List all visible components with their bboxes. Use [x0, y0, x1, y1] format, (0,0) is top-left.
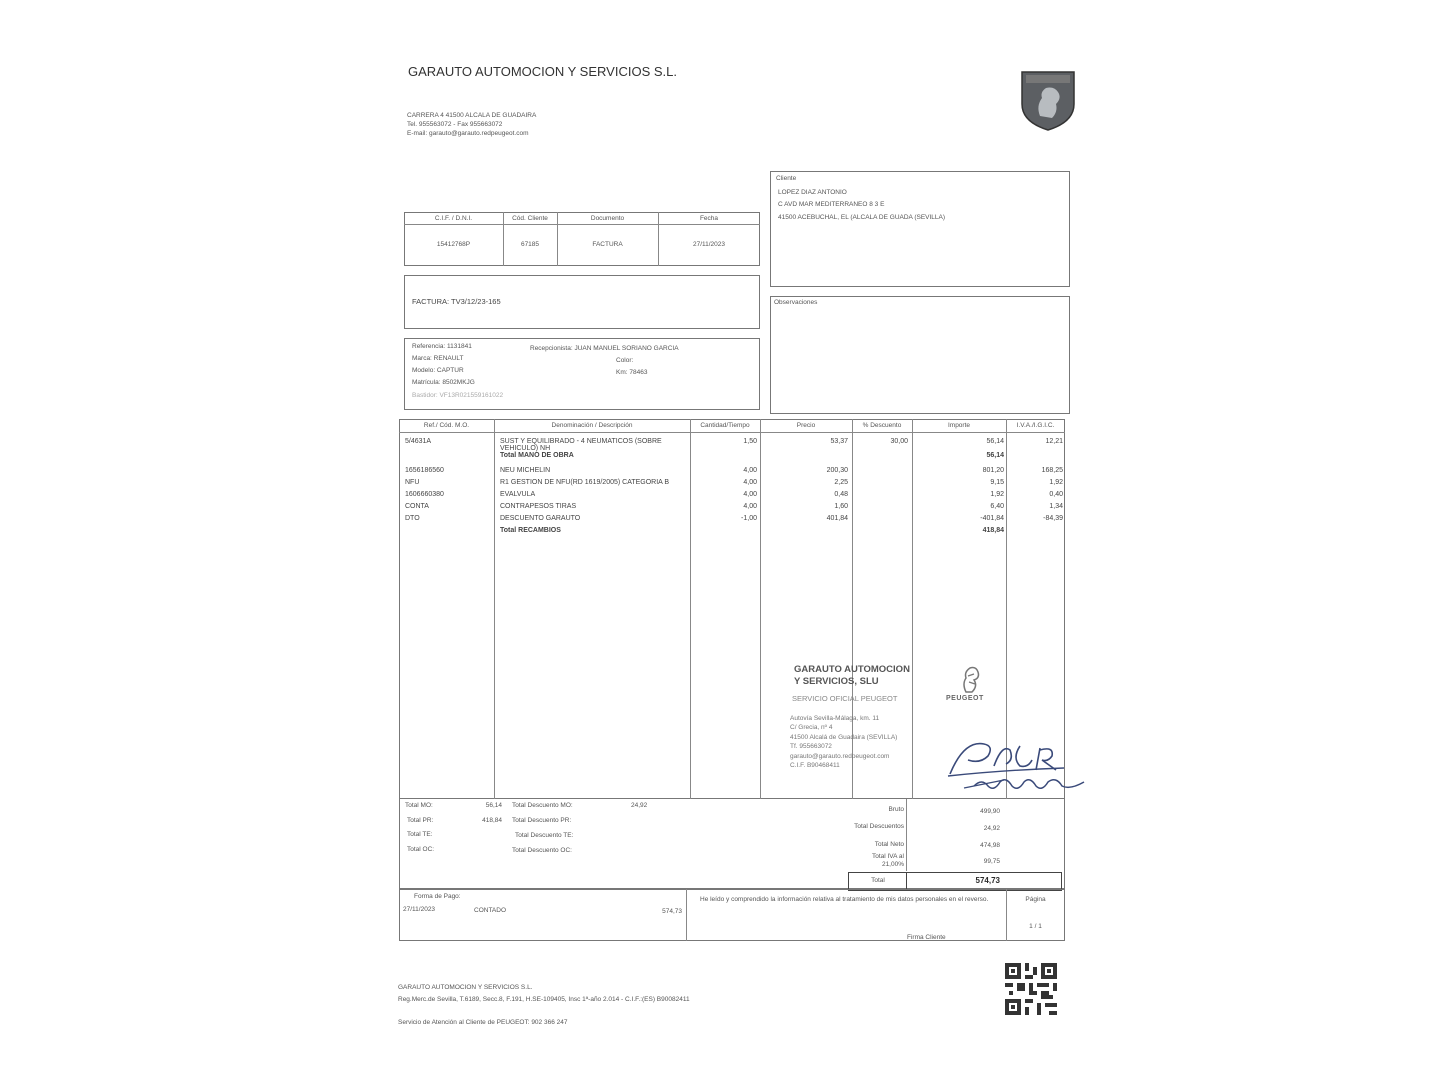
net-value: 474,98 — [980, 842, 1000, 849]
line-qty-cell: -1,00 — [741, 515, 757, 522]
line-price-cell: 53,37 — [830, 438, 848, 445]
vehicle-vin: Bastidor: VF13R021559161022 — [412, 392, 504, 399]
page-value: 1 / 1 — [1029, 923, 1042, 930]
line-amount-cell: 418,84 — [982, 527, 1004, 534]
line-qty-cell: 4,00 — [743, 503, 757, 510]
line-iva-cell: 1,92 — [1049, 479, 1063, 486]
company-address: CARRERA 4 41500 ALCALA DE GUADAIRA — [407, 112, 537, 119]
vehicle-receptionist: Recepcionista: JUAN MANUEL SORIANO GARCIA — [530, 345, 679, 352]
line-price-cell: 1,60 — [834, 503, 848, 510]
desc-te-label: Total Descuento TE: — [515, 832, 574, 839]
col-amount-header: Importe — [947, 422, 971, 429]
stamp-brand: PEUGEOT — [946, 695, 984, 702]
client-name: LOPEZ DIAZ ANTONIO — [778, 189, 847, 196]
line-ref-cell: CONTA — [405, 503, 429, 510]
vehicle-km: Km: 78463 — [616, 369, 648, 376]
header-client-code: Cód. Cliente — [512, 215, 548, 222]
desc-mo-value: 24,92 — [631, 802, 648, 809]
page-label: Página — [1025, 896, 1046, 903]
value-cif: 15412768P — [436, 241, 471, 248]
line-desc-cell: SUST Y EQUILIBRADO - 4 NEUMATICOS (SOBRE — [500, 438, 662, 445]
line-price-cell: 401,84 — [826, 515, 848, 522]
company-email: E-mail: garauto@garauto.redpeugeot.com — [407, 130, 529, 137]
desc-oc-label: Total Descuento OC: — [512, 847, 572, 854]
observations-box — [770, 296, 1070, 414]
footer-service: Servicio de Atención al Cliente de PEUGEOT: 902 366 247 — [398, 1019, 568, 1026]
peugeot-lion-icon — [956, 664, 984, 694]
total-mo-value: 56,14 — [485, 802, 502, 809]
header-cif: C.I.F. / D.N.I. — [434, 215, 473, 222]
col-ref-header: Ref./ Cód. M.O. — [423, 422, 470, 429]
client-label: Cliente — [776, 175, 797, 182]
grand-total-value: 574,73 — [975, 876, 1000, 885]
line-amount-cell: 6,40 — [990, 503, 1004, 510]
iva-value: 99,75 — [983, 858, 1000, 865]
line-amount-cell: 9,15 — [990, 479, 1004, 486]
header-date: Fecha — [699, 215, 719, 222]
stamp-line9: C.I.F. B90468411 — [790, 762, 840, 769]
line-desc-cell: Total MANO DE OBRA — [500, 452, 574, 459]
line-price-cell: 0,48 — [834, 491, 848, 498]
line-ref-cell: 5/4631A — [405, 438, 432, 445]
line-qty-cell: 4,00 — [743, 467, 757, 474]
stamp-line6: 41500 Alcalá de Guadaira (SEVILLA) — [790, 734, 898, 741]
line-ref-cell: 1656186560 — [405, 467, 444, 474]
payment-method: CONTADO — [474, 907, 507, 914]
line-ref-cell: DTO — [405, 515, 420, 522]
value-client-code: 67185 — [520, 241, 540, 248]
observations-label: Observaciones — [774, 299, 818, 306]
payment-date: 27/11/2023 — [403, 906, 436, 913]
line-amount-cell: 1,92 — [990, 491, 1004, 498]
desc-mo-label: Total Descuento MO: — [512, 802, 573, 809]
invoice-number: FACTURA: TV3/12/23-165 — [412, 297, 501, 306]
company-name: GARAUTO AUTOMOCION Y SERVICIOS S.L. — [408, 64, 677, 79]
bruto-value: 499,90 — [980, 808, 1000, 815]
discounts-value: 24,92 — [983, 825, 1000, 832]
line-desc-cell: VEHICULO) NH — [500, 445, 551, 452]
desc-pr-label: Total Descuento PR: — [512, 817, 572, 824]
col-qty-header: Cantidad/Tiempo — [700, 422, 750, 429]
qr-code-icon — [1005, 963, 1057, 1015]
payment-amount: 574,73 — [662, 908, 682, 915]
net-label: Total Neto — [874, 841, 904, 848]
vehicle-brand: Marca: RENAULT — [412, 355, 464, 362]
footer-company: GARAUTO AUTOMOCION Y SERVICIOS S.L. — [398, 984, 533, 991]
col-iva-header: I.V.A./I.G.I.C. — [1016, 422, 1055, 429]
bruto-label: Bruto — [888, 806, 904, 813]
total-mo-label: Total MO: — [405, 802, 433, 809]
value-document: FACTURA — [592, 241, 623, 248]
payment-label: Forma de Pago: — [414, 893, 461, 900]
vehicle-model: Modelo: CAPTUR — [412, 367, 464, 374]
stamp-line7: Tf. 955663072 — [790, 743, 832, 750]
line-qty-cell: 4,00 — [743, 491, 757, 498]
total-oc-label: Total OC: — [407, 846, 435, 853]
handwritten-signature — [944, 730, 1096, 800]
line-price-cell: 200,30 — [826, 467, 848, 474]
vehicle-color: Color: — [616, 357, 634, 364]
line-desc-cell: NEU MICHELIN — [500, 467, 551, 474]
line-disc-cell: 30,00 — [890, 438, 908, 445]
line-ref-cell: NFU — [405, 479, 420, 486]
line-desc-cell: R1 GESTION DE NFU(RD 1619/2005) CATEGORIA B — [500, 479, 670, 486]
footer-registry: Reg.Merc.de Sevilla, T.6189, Secc.8, F.191, H.SE-109405, Insc 1ª-año 2.014 - C.I.F.:(ES) B90082411 — [398, 996, 690, 1003]
stamp-line4: Autovía Sevilla-Málaga, km. 11 — [790, 715, 880, 722]
line-price-cell: 2,25 — [834, 479, 848, 486]
line-qty-cell: 4,00 — [743, 479, 757, 486]
line-iva-cell: 168,25 — [1041, 467, 1063, 474]
line-desc-cell: DESCUENTO GARAUTO — [500, 515, 581, 522]
peugeot-logo-icon — [1018, 68, 1078, 132]
iva-label: Total IVA al 21,00% — [871, 853, 904, 868]
line-desc-cell: CONTRAPESOS TIRAS — [500, 503, 577, 510]
privacy-notice: He leído y comprendido la información relativa al tratamiento de mis datos personales en el reverso. — [700, 896, 989, 903]
vehicle-reference: Referencia: 1131841 — [412, 343, 472, 350]
client-street: C AVD MAR MEDITERRANEO 8 3 E — [778, 201, 885, 208]
header-document: Documento — [590, 215, 625, 222]
line-amount-cell: 56,14 — [986, 452, 1004, 459]
stamp-line3: SERVICIO OFICIAL PEUGEOT — [792, 694, 898, 703]
grand-total-label: Total — [871, 877, 885, 884]
line-iva-cell: 1,34 — [1049, 503, 1063, 510]
line-amount-cell: 56,14 — [986, 438, 1004, 445]
line-desc-cell: EVALVULA — [500, 491, 536, 498]
col-price-header: Precio — [796, 422, 816, 429]
col-discount-header: % Descuento — [862, 422, 902, 429]
col-desc-header: Denominación / Descripción — [551, 422, 633, 429]
line-desc-cell: Total RECAMBIOS — [500, 527, 561, 534]
client-city: 41500 ACEBUCHAL, EL (ALCALA DE GUADA (SEVILLA) — [778, 214, 946, 221]
stamp-line5: C/ Grecia, nº 4 — [790, 724, 833, 731]
total-te-label: Total TE: — [407, 831, 433, 838]
stamp-line2: Y SERVICIOS, SLU — [794, 676, 879, 687]
total-pr-label: Total PR: — [407, 817, 434, 824]
stamp-line1: GARAUTO AUTOMOCION — [794, 664, 910, 675]
line-qty-cell: 1,50 — [743, 438, 757, 445]
total-pr-value: 418,84 — [482, 817, 502, 824]
company-phone: Tel. 955563072 - Fax 955663072 — [407, 121, 503, 128]
client-signature-label: Firma Cliente — [907, 934, 946, 941]
line-amount-cell: 801,20 — [982, 467, 1004, 474]
line-iva-cell: -84,39 — [1043, 515, 1063, 522]
line-iva-cell: 0,40 — [1049, 491, 1063, 498]
line-amount-cell: -401,84 — [980, 515, 1004, 522]
line-iva-cell: 12,21 — [1045, 438, 1063, 445]
line-ref-cell: 1606660380 — [405, 491, 444, 498]
discounts-label: Total Descuentos — [854, 823, 904, 830]
vehicle-plate: Matrícula: 8502MKJG — [412, 379, 475, 386]
value-date: 27/11/2023 — [692, 241, 726, 248]
stamp-line8: garauto@garauto.redpeugeot.com — [790, 753, 890, 760]
